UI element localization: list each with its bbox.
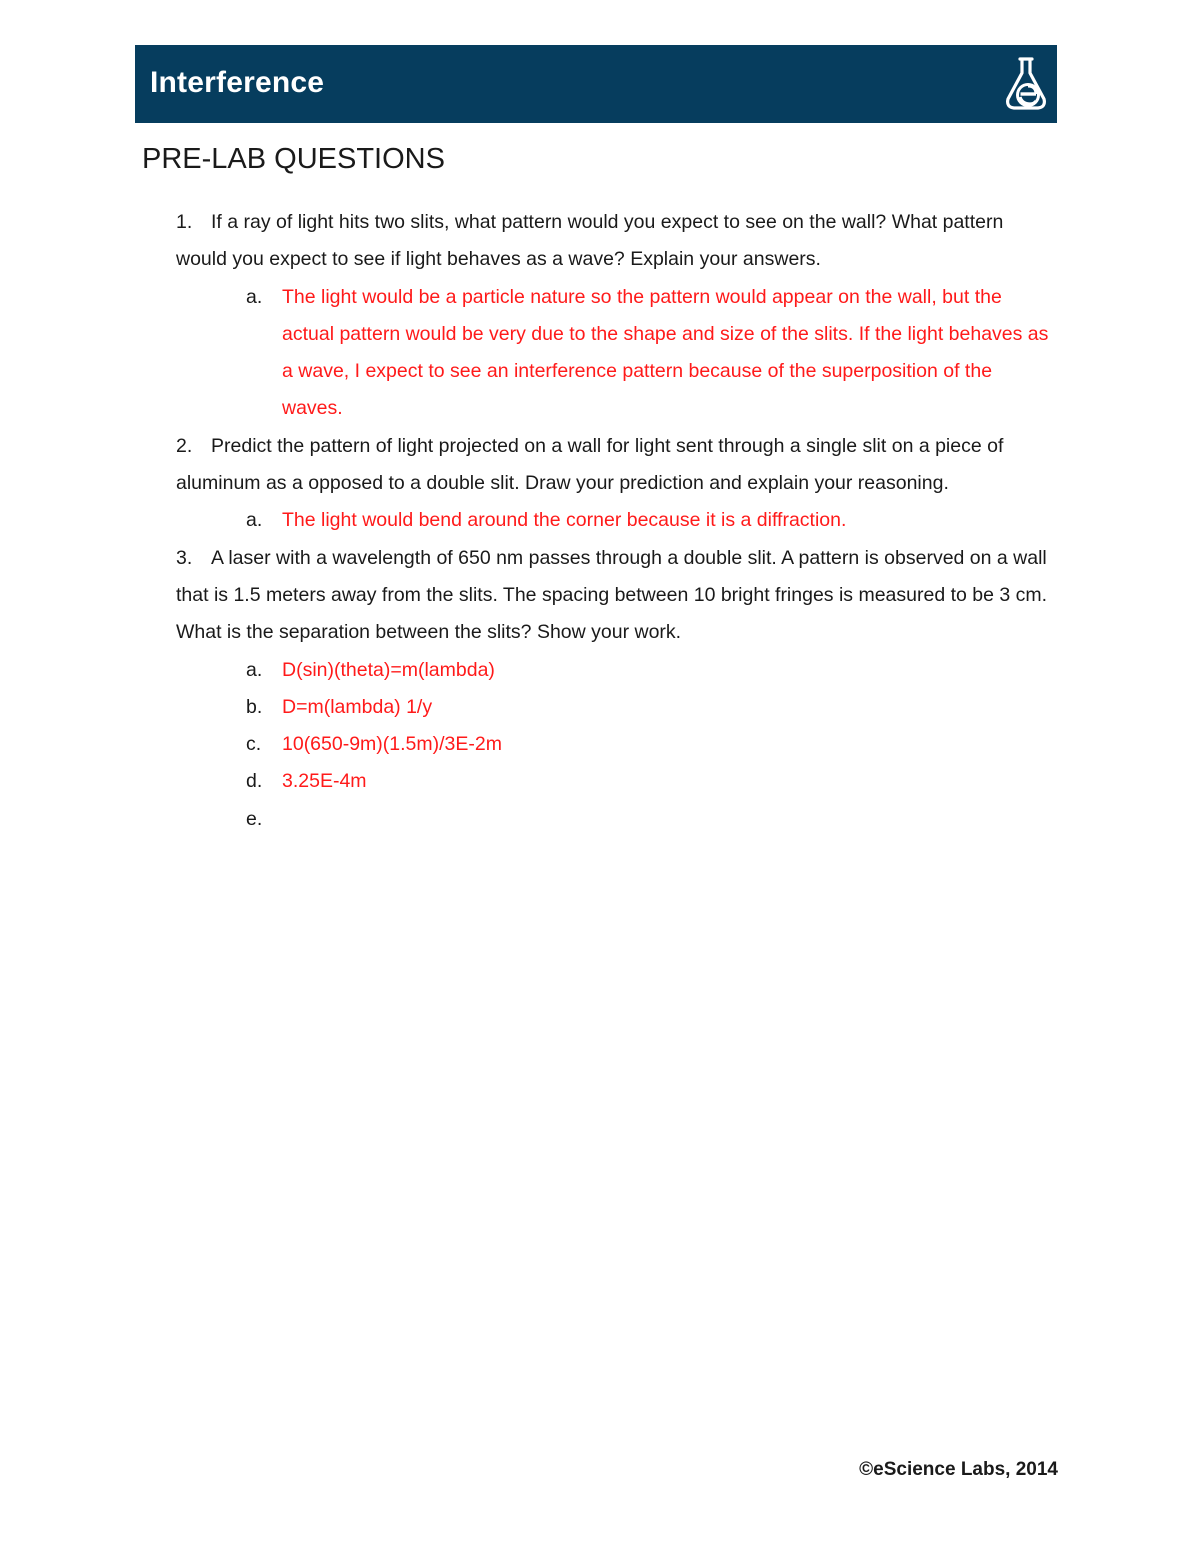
document-title: Interference [150, 66, 325, 99]
answer-text: 10(650-9m)(1.5m)/3E-2m [282, 733, 502, 756]
question-number: 1. [176, 211, 193, 233]
question-number: 3. [176, 546, 193, 569]
header-bar [135, 45, 1057, 123]
answer-text: 3.25E-4m [282, 770, 367, 793]
question-text: If a ray of light hits two slits, what pattern would you expect to see on the wall? What pattern would you expect to see if light behaves as a wave? Explain your answers. [176, 211, 1004, 271]
answer-text: The light would bend around the corner because it is a diffraction. [282, 509, 847, 532]
question-text: A laser with a wavelength of 650 nm passes through a double slit. A pattern is observed on a wall that is 1.5 meters away from the slits. The spacing between 10 bright fringes is measured to be 3 cm. What is the separation between the slits? Show your work. [176, 546, 1048, 644]
escience-flask-logo-icon [1003, 55, 1049, 113]
answer-marker: c. [246, 733, 262, 756]
copyright-footer: ©eScience Labs, 2014 [859, 1459, 1058, 1480]
answer-marker: a. [246, 509, 263, 532]
answer-item [176, 502, 1056, 539]
answer-item [176, 689, 1056, 726]
answer-marker: d. [246, 770, 263, 793]
question-number: 2. [176, 434, 193, 457]
question-2 [176, 428, 1056, 503]
answer-list [176, 652, 1056, 838]
answer-item [176, 652, 1056, 689]
answer-text: D=m(lambda) 1/y [282, 695, 433, 718]
answer-list [176, 279, 1056, 428]
question-3 [176, 540, 1056, 652]
answer-marker: a. [246, 285, 263, 308]
questions-list [176, 204, 1056, 838]
section-title: PRE-LAB QUESTIONS [142, 143, 445, 175]
answer-list [176, 502, 1056, 539]
answer-marker: b. [246, 695, 263, 718]
answer-marker: e. [246, 807, 263, 830]
answer-text: The light would be a particle nature so the pattern would appear on the wall, but the actual pattern would be very due to the shape and size of the slits. If the light behaves as a wave, I expect to see an interference pattern because of the superposition of the waves. [282, 285, 1049, 420]
question-text: Predict the pattern of light projected on a wall for light sent through a single slit on a piece of aluminum as a opposed to a double slit. Draw your prediction and explain your reasoning. [176, 434, 1004, 495]
question-1 [176, 204, 1056, 279]
answer-text: D(sin)(theta)=m(lambda) [282, 658, 495, 681]
answer-item [176, 763, 1056, 800]
answer-item [176, 801, 1056, 838]
answer-item [176, 279, 1056, 428]
answer-item [176, 726, 1056, 763]
answer-marker: a. [246, 658, 263, 681]
